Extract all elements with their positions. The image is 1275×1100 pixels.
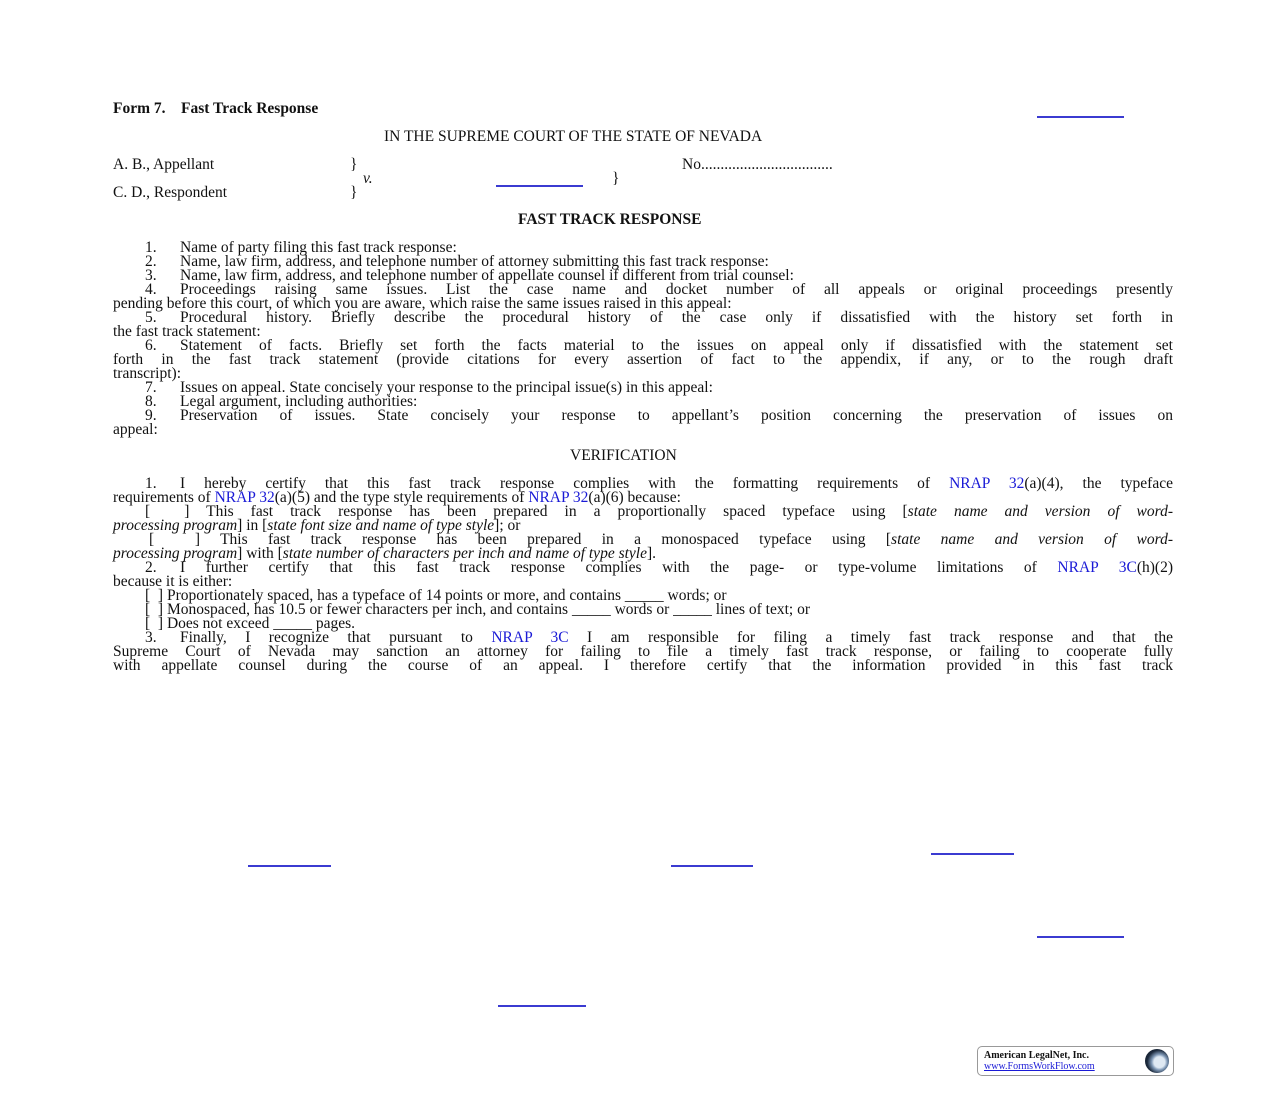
checkbox[interactable]: [ ] [145, 587, 164, 604]
item-4: 4. Proceedings raising same issues. List the case name and docket number of all appeals or original proceedings presently [145, 281, 1173, 298]
checkbox[interactable]: [ ] [145, 601, 164, 618]
company-name: American LegalNet, Inc. [984, 1050, 1089, 1061]
brace-top: } [350, 156, 358, 173]
link-underline[interactable] [1037, 936, 1124, 938]
item-5: 5. Procedural history. Briefly describe the procedural history of the case only if dissatisfied with the history set forth in [145, 309, 1173, 326]
option-proportional: [ ] This fast track response has been prepared in a proportionally spaced typeface using [state name and version of word- [145, 503, 1173, 520]
item-9: 9. Preservation of issues. State concisely your response to appellant’s position concerning the preservation of issues on [145, 407, 1173, 424]
nrap-32-link[interactable]: NRAP 32 [949, 475, 1025, 492]
checkbox-proportional[interactable]: [ ] [145, 503, 190, 520]
globe-icon [1145, 1049, 1169, 1073]
item-4-cont: pending before this court, of which you are aware, which raise the same issues raised in this appeal: [113, 295, 732, 312]
item-2: 2. Name, law firm, address, and telephone number of attorney submitting this fast track response: [145, 253, 769, 270]
option-monospaced-cont: processing program] with [state number of characters per inch and name of type style]. [113, 545, 657, 562]
verification-para-3-line2: Supreme Court of Nevada may sanction an attorney for failing to file a timely fast track response, or failing to cooperate fully [113, 643, 1173, 660]
item-6-cont: forth in the fast track statement (provide citations for every assertion of fact to the appendix, if any, or to the rough draft [113, 351, 1173, 368]
item-6-cont2: transcript): [113, 365, 182, 382]
link-underline[interactable] [498, 1005, 586, 1007]
nrap-3c-link[interactable]: NRAP 3C [1057, 559, 1137, 576]
item-9-cont: appeal: [113, 421, 158, 438]
verification-heading: VERIFICATION [570, 447, 677, 464]
item-6: 6. Statement of facts. Briefly set forth the facts material to the issues on appeal only if dissatisfied with the statement set [145, 337, 1173, 354]
link-underline[interactable] [931, 853, 1014, 855]
check-monospaced: [ ] Monospaced, has 10.5 or fewer characters per inch, and contains _____ words or _____ lines of text; or [145, 601, 811, 618]
company-url-link[interactable]: www.FormsWorkFlow.com [984, 1061, 1095, 1072]
appellant-label: A. B., Appellant [113, 156, 215, 173]
item-3: 3. Name, law firm, address, and telephone number of appellate counsel if different from trial counsel: [145, 267, 794, 284]
verification-para-3-line3: with appellate counsel during the course of an appeal. I therefore certify that the information provided in this fast track [113, 657, 1173, 674]
verification-para-1-cont: requirements of NRAP 32(a)(5) and the type style requirements of NRAP 32(a)(6) because: [113, 489, 681, 506]
verification-para-3: 3. Finally, I recognize that pursuant to NRAP 3C I am responsible for filing a timely fast track response and that the [145, 629, 1174, 646]
link-underline[interactable] [671, 865, 753, 867]
versus-label: v. [363, 170, 373, 187]
form-title: Form 7. Fast Track Response [113, 100, 319, 117]
document-title: FAST TRACK RESPONSE [518, 211, 702, 228]
item-5-cont: the fast track statement: [113, 323, 261, 340]
option-monospaced: [ ] This fast track response has been prepared in a monospaced typeface using [state name and version of word- [149, 531, 1173, 548]
item-8: 8. Legal argument, including authorities: [145, 393, 418, 410]
footer-logo-badge[interactable] [977, 1046, 1174, 1076]
verification-para-2-cont: because it is either: [113, 573, 233, 590]
check-page-limit: [ ] Does not exceed _____ pages. [145, 615, 356, 632]
link-underline[interactable] [1037, 116, 1124, 118]
nrap-3c-link[interactable]: NRAP 3C [491, 629, 569, 646]
nrap-32-link[interactable]: NRAP 32 [528, 489, 589, 506]
checkbox-monospaced[interactable]: [ ] [149, 531, 200, 548]
brace-right: } [612, 170, 620, 187]
option-proportional-cont: processing program] in [state font size and name of type style]; or [113, 517, 521, 534]
link-underline[interactable] [248, 865, 331, 867]
brace-bottom: } [350, 184, 358, 201]
docket-number-field: No.................................. [682, 156, 833, 173]
item-1: 1. Name of party filing this fast track response: [145, 239, 457, 256]
respondent-label: C. D., Respondent [113, 184, 228, 201]
link-underline[interactable] [496, 185, 583, 187]
verification-para-2: 2. I further certify that this fast track response complies with the page- or type-volume limitations of NRAP 3C(h)(2) [145, 559, 1174, 576]
nrap-32-link[interactable]: NRAP 32 [214, 489, 275, 506]
checkbox[interactable]: [ ] [145, 615, 164, 632]
verification-para-1: 1. I hereby certify that this fast track response complies with the formatting requirements of NRAP 32(a)(4), the typeface [145, 475, 1173, 492]
court-heading: IN THE SUPREME COURT OF THE STATE OF NEVADA [384, 128, 763, 145]
item-7: 7. Issues on appeal. State concisely your response to the principal issue(s) in this appeal: [145, 379, 713, 396]
check-proportionately-spaced: [ ] Proportionately spaced, has a typeface of 14 points or more, and contains _____ words; or [145, 587, 727, 604]
